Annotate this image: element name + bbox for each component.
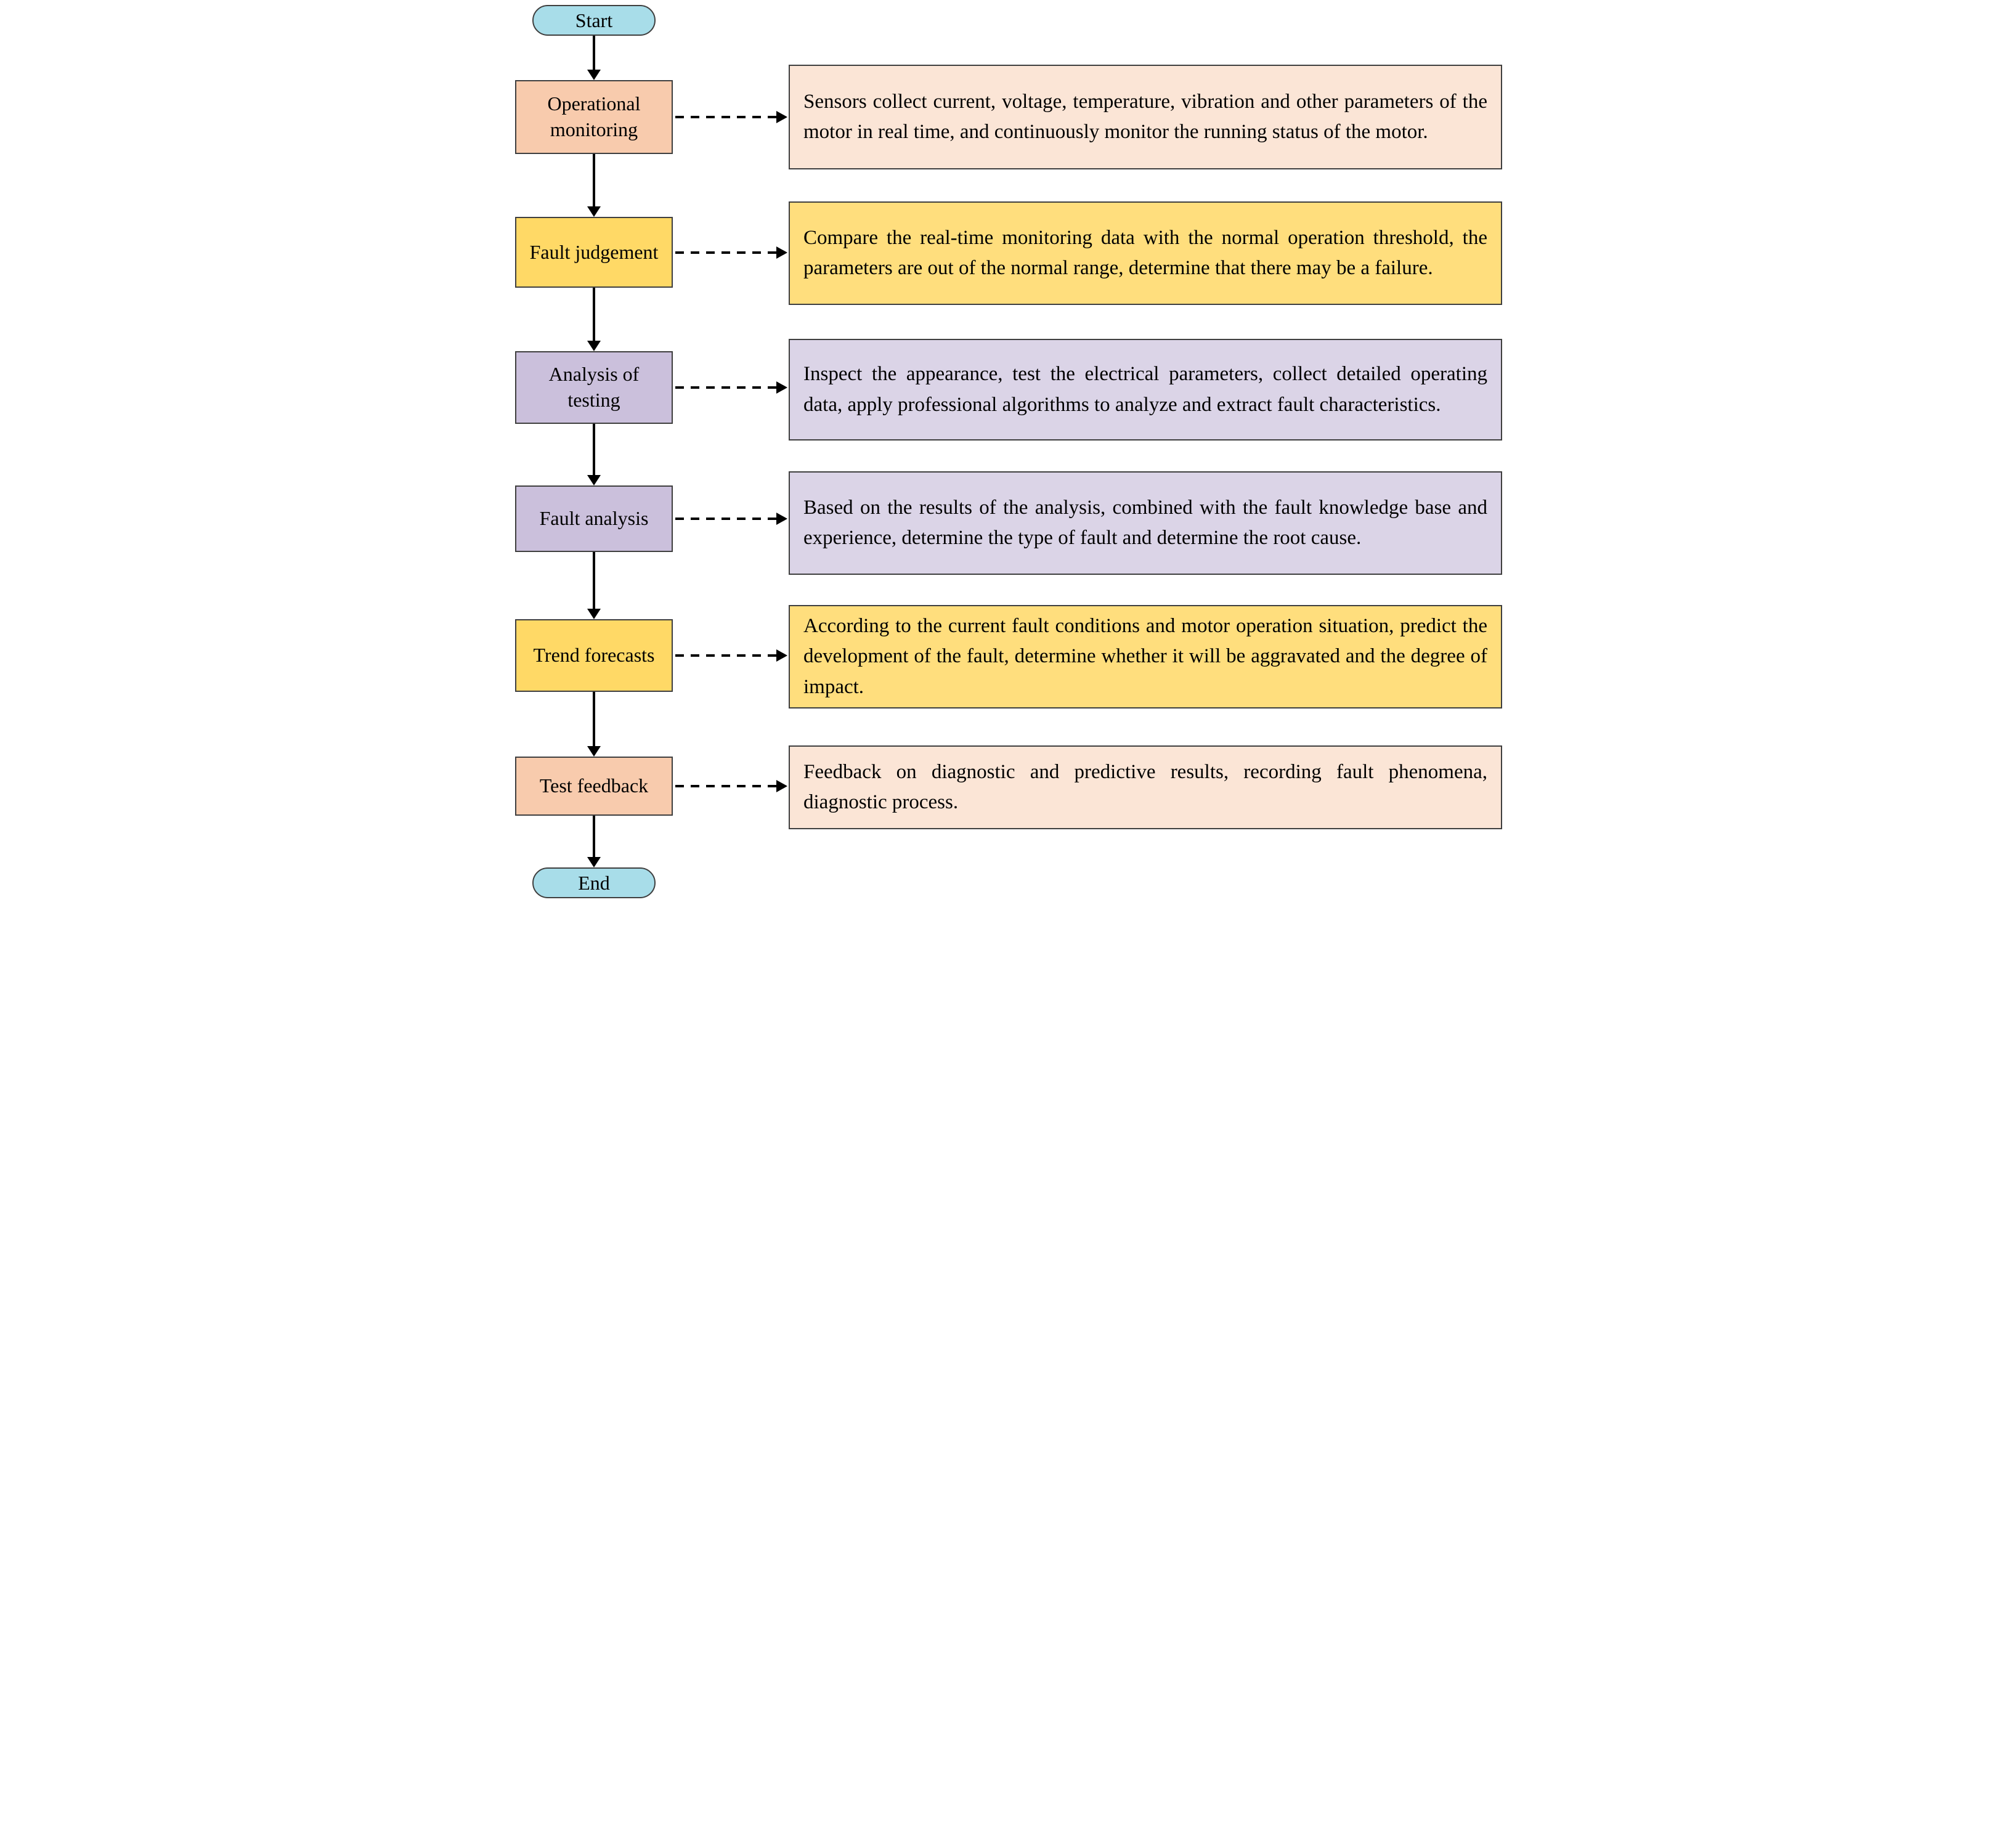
flow-arrow-step2-to-step3	[585, 288, 603, 351]
step-label: Trend forecasts	[533, 644, 655, 667]
arrow-line	[593, 288, 595, 346]
description-box-operational-monitoring	[789, 65, 1502, 169]
step-node-fault-judgement	[515, 217, 673, 288]
flow-arrow-step1-to-step2	[585, 154, 603, 217]
flow-arrow-step6-to-end	[585, 816, 603, 867]
step-node-test-feedback	[515, 757, 673, 816]
arrow-head-icon	[587, 206, 601, 217]
arrow-line	[593, 816, 595, 863]
arrow-head-icon	[776, 649, 787, 662]
arrow-head-icon	[587, 609, 601, 619]
dashed-line	[675, 251, 778, 254]
description-text: Sensors collect current, voltage, temperature, vibration and other parameters of the motor in real time, and continuously monitor the running status of the motor.	[803, 90, 1487, 143]
flow-arrow-step3-to-step4	[585, 424, 603, 485]
dashed-arrow-step6	[675, 780, 787, 792]
step-node-analysis-of-testing	[515, 351, 673, 424]
step-node-operational-monitoring	[515, 80, 673, 154]
step-label: Fault judgement	[529, 240, 659, 263]
arrow-line	[593, 154, 595, 212]
arrow-head-icon	[587, 341, 601, 351]
start-node	[532, 5, 656, 36]
step-node-trend-forecasts	[515, 619, 673, 692]
arrow-head-icon	[776, 246, 787, 259]
flow-arrow-step5-to-step6	[585, 692, 603, 757]
flow-arrow-step4-to-step5	[585, 552, 603, 619]
description-box-fault-analysis	[789, 471, 1502, 575]
description-text: According to the current fault conditions and motor operation situation, predict the development of the fault, determine whether it will be aggravated and the degree of impact.	[803, 614, 1487, 698]
flow-arrow-start-to-step1	[585, 36, 603, 80]
dashed-arrow-step5	[675, 649, 787, 662]
dashed-line	[675, 116, 778, 118]
description-text: Compare the real-time monitoring data with the normal operation threshold, the parameters are out of the normal range, determine that there may be a failure.	[803, 226, 1487, 279]
step-label: Fault analysis	[539, 507, 649, 530]
dashed-line	[675, 785, 778, 787]
description-text: Feedback on diagnostic and predictive results, recording fault phenomena, diagnostic process.	[803, 760, 1487, 813]
description-box-trend-forecasts	[789, 605, 1502, 708]
dashed-arrow-step3	[675, 381, 787, 394]
description-text: Inspect the appearance, test the electrical parameters, collect detailed operating data, apply professional algorithms to analyze and extract fault characteristics.	[803, 363, 1487, 416]
dashed-line	[675, 654, 778, 657]
arrow-head-icon	[776, 513, 787, 525]
step-node-fault-analysis	[515, 485, 673, 552]
description-box-test-feedback	[789, 745, 1502, 829]
dashed-arrow-step4	[675, 513, 787, 525]
description-box-analysis-of-testing	[789, 339, 1502, 441]
step-label: Analysis of testing	[548, 363, 640, 411]
arrow-head-icon	[776, 111, 787, 123]
description-box-fault-judgement	[789, 201, 1502, 305]
dashed-arrow-step2	[675, 246, 787, 259]
dashed-line	[675, 518, 778, 520]
dashed-line	[675, 386, 778, 389]
step-label: Test feedback	[539, 774, 649, 797]
flowchart-canvas	[504, 0, 1512, 912]
arrow-line	[593, 424, 595, 481]
arrow-head-icon	[587, 70, 601, 80]
arrow-head-icon	[587, 857, 601, 867]
end-node	[532, 867, 656, 898]
arrow-head-icon	[587, 746, 601, 757]
arrow-head-icon	[776, 381, 787, 394]
start-label: Start	[575, 9, 613, 31]
arrow-line	[593, 692, 595, 752]
arrow-head-icon	[776, 780, 787, 792]
dashed-arrow-step1	[675, 111, 787, 123]
arrow-line	[593, 552, 595, 614]
step-label: Operational monitoring	[547, 92, 641, 140]
arrow-head-icon	[587, 475, 601, 485]
end-label: End	[578, 871, 610, 894]
description-text: Based on the results of the analysis, combined with the fault knowledge base and experience, determine the type of fault and determine the root cause.	[803, 496, 1487, 549]
